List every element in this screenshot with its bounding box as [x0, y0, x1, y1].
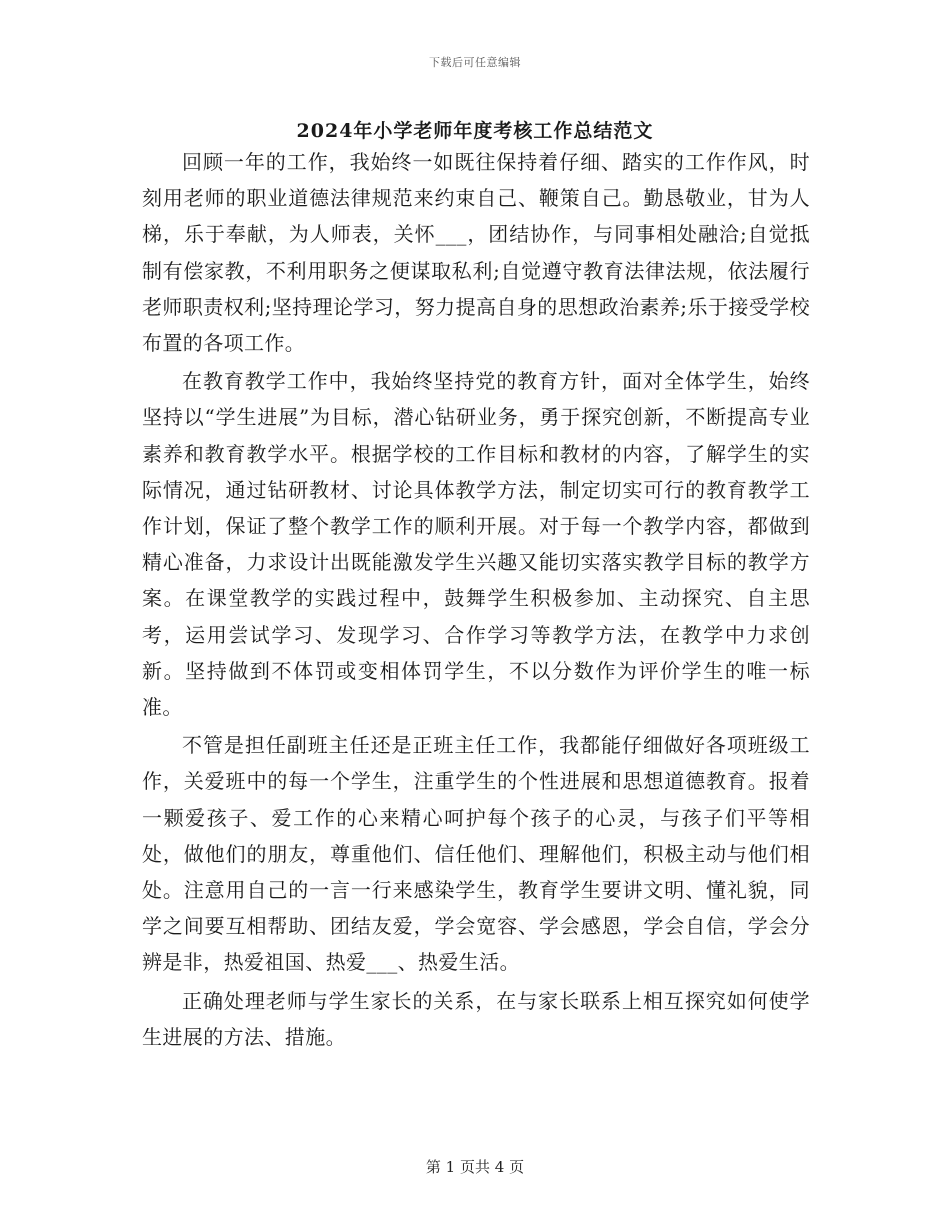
- paragraph-1: 回顾一年的工作，我始终一如既往保持着仔细、踏实的工作作风，时刻用老师的职业道德法律规范来约束自己、鞭策自己。勤恳敬业，甘为人梯，乐于奉献，为人师表，关怀___，团结协作，与同事相处融洽;自觉抵制有偿家教，不利用职务之便谋取私利;自觉遵守教育法律法规，依法履行老师职责权利;坚持理论学习，努力提高自身的思想政治素养;乐于接受学校布置的各项工作。: [142, 150, 810, 356]
- paragraph-3: 不管是担任副班主任还是正班主任工作，我都能仔细做好各项班级工作，关爱班中的每一个学生，注重学生的个性进展和思想道德教育。报着一颗爱孩子、爱工作的心来精心呵护每个孩子的心灵，与孩子们平等相处，做他们的朋友，尊重他们、信任他们、理解他们，积极主动与他们相处。注意用自己的一言一行来感染学生，教育学生要讲文明、懂礼貌，同学之间要互相帮助、团结友爱，学会宽容、学会感恩，学会自信，学会分辨是非，热爱祖国、热爱___、热爱生活。: [142, 733, 810, 975]
- document-body: [142, 144, 810, 1057]
- page-number: 第 1 页共 4 页: [425, 1158, 525, 1176]
- paragraph-4: 正确处理老师与学生家长的关系，在与家长联系上相互探究如何使学生进展的方法、措施。: [142, 988, 810, 1049]
- header-note: 下载后可任意编辑: [429, 56, 521, 69]
- document-title: 2024年小学老师年度考核工作总结范文: [296, 120, 654, 142]
- paragraph-2: 在教育教学工作中，我始终坚持党的教育方针，面对全体学生，始终坚持以“学生进展”为目标，潜心钻研业务，勇于探究创新，不断提高专业素养和教育教学水平。根据学校的工作目标和教材的内容，了解学生的实际情况，通过钻研教材、讨论具体教学方法，制定切实可行的教育教学工作计划，保证了整个教学工作的顺利开展。对于每一个教学内容，都做到精心准备，力求设计出既能激发学生兴趣又能切实落实教学目标的教学方案。在课堂教学的实践过程中，鼓舞学生积极参加、主动探究、自主思考，运用尝试学习、发现学习、合作学习等教学方法，在教学中力求创新。坚持做到不体罚或变相体罚学生，不以分数作为评价学生的唯一标准。: [142, 369, 810, 720]
